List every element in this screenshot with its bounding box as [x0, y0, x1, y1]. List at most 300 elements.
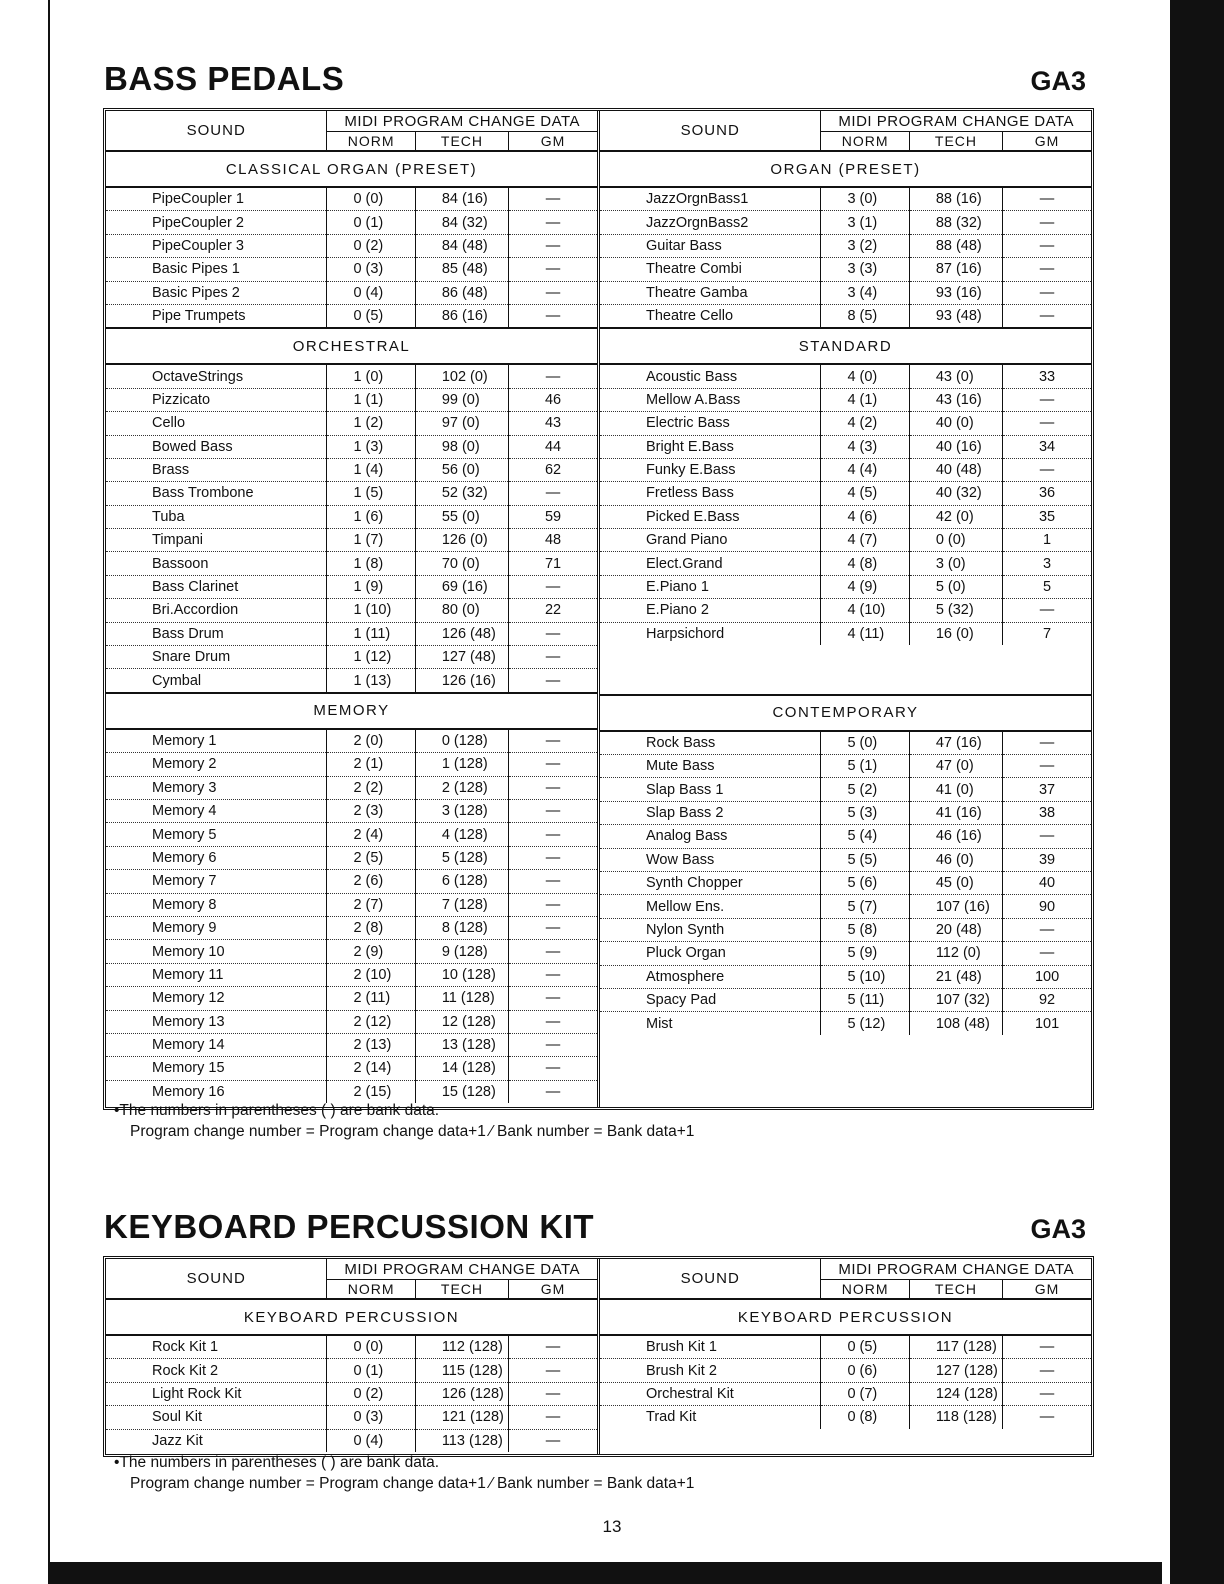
cell-sound: E.Piano 2 [600, 599, 821, 622]
cell-sound: Bright E.Bass [600, 435, 821, 458]
table-row [600, 234, 1091, 257]
group-heading: ORGAN (PRESET) [600, 151, 1091, 187]
program-table [600, 1259, 1091, 1454]
table-row [106, 234, 597, 257]
table-row [106, 1335, 597, 1359]
cell-tech: 84 (16) [415, 187, 508, 211]
cell-tech: 84 (48) [415, 234, 508, 257]
cell-tech: 40 (32) [909, 482, 1002, 505]
cell-norm: 2 (15) [327, 1080, 415, 1103]
cell-gm: 46 [509, 388, 597, 411]
table-row [106, 940, 597, 963]
cell-tech: 1 (128) [415, 753, 508, 776]
cell-norm: 1 (1) [327, 388, 415, 411]
cell-norm: 1 (10) [327, 599, 415, 622]
model-label: GA3 [1030, 66, 1086, 96]
cell-norm: 5 (7) [821, 895, 909, 918]
cell-tech: 2 (128) [415, 776, 508, 799]
cell-gm: 37 [1003, 778, 1091, 801]
column-header-sound: SOUND [106, 111, 327, 151]
cell-tech: 98 (0) [415, 435, 508, 458]
footnote-line-2: Program change number = Program change data+1 ⁄ Bank number = Bank data+1 [130, 1123, 695, 1140]
cell-gm: — [1003, 942, 1091, 965]
cell-norm: 4 (3) [821, 435, 909, 458]
cell-tech: 93 (48) [909, 304, 1002, 328]
cell-tech: 112 (128) [415, 1335, 508, 1359]
cell-sound: Slap Bass 1 [600, 778, 821, 801]
cell-gm: — [509, 799, 597, 822]
cell-norm: 2 (8) [327, 916, 415, 939]
cell-norm: 0 (0) [327, 1335, 415, 1359]
cell-sound: Synth Chopper [600, 871, 821, 894]
cell-gm: — [509, 753, 597, 776]
table-row [106, 846, 597, 869]
cell-sound: Rock Kit 2 [106, 1359, 327, 1382]
cell-tech: 52 (32) [415, 482, 508, 505]
cell-gm: 100 [1003, 965, 1091, 988]
cell-norm: 1 (3) [327, 435, 415, 458]
cell-gm: 48 [509, 529, 597, 552]
cell-gm: 101 [1003, 1012, 1091, 1035]
cell-norm: 0 (8) [821, 1406, 909, 1429]
cell-norm: 4 (7) [821, 529, 909, 552]
cell-gm: — [509, 669, 597, 693]
column-header-sound: SOUND [600, 1259, 821, 1299]
cell-tech: 43 (16) [909, 388, 1002, 411]
cell-sound: Basic Pipes 2 [106, 281, 327, 304]
cell-gm: 36 [1003, 482, 1091, 505]
group-heading: KEYBOARD PERCUSSION [106, 1299, 597, 1335]
cell-norm: 5 (9) [821, 942, 909, 965]
cell-sound: Bassoon [106, 552, 327, 575]
cell-gm: — [1003, 825, 1091, 848]
cell-tech: 88 (48) [909, 234, 1002, 257]
cell-gm: — [509, 776, 597, 799]
cell-sound: Bass Clarinet [106, 575, 327, 598]
cell-gm: — [509, 1033, 597, 1056]
cell-sound: Bass Drum [106, 622, 327, 645]
table-row [106, 1359, 597, 1382]
cell-tech: 117 (128) [909, 1335, 1002, 1359]
cell-norm: 4 (4) [821, 458, 909, 481]
table-row [600, 458, 1091, 481]
table-row [106, 388, 597, 411]
cell-norm: 4 (8) [821, 552, 909, 575]
cell-gm: — [1003, 304, 1091, 328]
cell-gm: — [1003, 599, 1091, 622]
cell-norm: 2 (5) [327, 846, 415, 869]
cell-tech: 20 (48) [909, 918, 1002, 941]
table-row [106, 753, 597, 776]
cell-gm: — [1003, 755, 1091, 778]
cell-tech: 47 (0) [909, 755, 1002, 778]
cell-tech: 14 (128) [415, 1057, 508, 1080]
cell-sound: Funky E.Bass [600, 458, 821, 481]
cell-gm: — [509, 234, 597, 257]
program-table [600, 111, 1091, 1107]
column-header-midi: MIDI PROGRAM CHANGE DATA [327, 1259, 597, 1280]
cell-tech: 41 (16) [909, 801, 1002, 824]
cell-gm: — [1003, 918, 1091, 941]
cell-tech: 121 (128) [415, 1406, 508, 1429]
cell-tech: 126 (48) [415, 622, 508, 645]
table-row [600, 211, 1091, 234]
cell-tech: 3 (0) [909, 552, 1002, 575]
cell-gm: — [509, 211, 597, 234]
cell-gm: — [1003, 1406, 1091, 1429]
table-half-right [600, 1259, 1091, 1454]
table-row [106, 963, 597, 986]
column-header-tech: TECH [415, 132, 508, 152]
cell-gm: 39 [1003, 848, 1091, 871]
table-row [106, 458, 597, 481]
cell-gm: — [509, 987, 597, 1010]
column-header-tech: TECH [909, 1280, 1002, 1300]
cell-gm: 33 [1003, 364, 1091, 388]
section-title: BASS PEDALS [104, 60, 345, 97]
cell-tech: 126 (16) [415, 669, 508, 693]
cell-sound: Memory 6 [106, 846, 327, 869]
keyboard-percussion-table [103, 1256, 1094, 1457]
cell-sound: Memory 13 [106, 1010, 327, 1033]
cell-gm: — [509, 940, 597, 963]
cell-sound: Bass Trombone [106, 482, 327, 505]
cell-sound: Soul Kit [106, 1406, 327, 1429]
cell-gm: — [509, 1080, 597, 1103]
cell-tech: 55 (0) [415, 505, 508, 528]
table-row [106, 258, 597, 281]
cell-tech: 3 (128) [415, 799, 508, 822]
cell-norm: 4 (11) [821, 622, 909, 645]
table-row [106, 412, 597, 435]
cell-norm: 0 (3) [327, 258, 415, 281]
cell-tech: 12 (128) [415, 1010, 508, 1033]
cell-norm: 2 (1) [327, 753, 415, 776]
cell-norm: 1 (8) [327, 552, 415, 575]
table-row [600, 965, 1091, 988]
table-row [106, 552, 597, 575]
table-row [106, 916, 597, 939]
table-row [600, 1406, 1091, 1429]
cell-tech: 13 (128) [415, 1033, 508, 1056]
footnote [114, 1452, 694, 1494]
page-right-edge [1162, 0, 1224, 1584]
cell-sound: Elect.Grand [600, 552, 821, 575]
cell-gm: — [509, 304, 597, 328]
table-row [106, 729, 597, 753]
group-heading: MEMORY [106, 693, 597, 729]
table-row [600, 575, 1091, 598]
cell-tech: 99 (0) [415, 388, 508, 411]
cell-sound: Memory 11 [106, 963, 327, 986]
cell-sound: Mellow A.Bass [600, 388, 821, 411]
cell-sound: Rock Kit 1 [106, 1335, 327, 1359]
table-row [106, 1033, 597, 1056]
table-row [106, 669, 597, 693]
column-header-midi: MIDI PROGRAM CHANGE DATA [821, 111, 1091, 132]
table-row [106, 646, 597, 669]
cell-tech: 86 (48) [415, 281, 508, 304]
cell-norm: 1 (0) [327, 364, 415, 388]
program-table [106, 1259, 597, 1452]
cell-tech: 118 (128) [909, 1406, 1002, 1429]
table-row [600, 1382, 1091, 1405]
cell-sound: Bri.Accordion [106, 599, 327, 622]
cell-sound: OctaveStrings [106, 364, 327, 388]
table-row [106, 776, 597, 799]
cell-gm: — [509, 575, 597, 598]
cell-gm: — [509, 364, 597, 388]
cell-norm: 2 (4) [327, 823, 415, 846]
cell-norm: 5 (1) [821, 755, 909, 778]
cell-norm: 2 (2) [327, 776, 415, 799]
cell-norm: 0 (1) [327, 1359, 415, 1382]
cell-norm: 2 (0) [327, 729, 415, 753]
cell-norm: 0 (3) [327, 1406, 415, 1429]
column-header-tech: TECH [415, 1280, 508, 1300]
table-row [600, 412, 1091, 435]
table-row [106, 823, 597, 846]
cell-gm: — [509, 846, 597, 869]
cell-gm: — [1003, 281, 1091, 304]
cell-gm: 62 [509, 458, 597, 481]
cell-tech: 85 (48) [415, 258, 508, 281]
cell-sound: Slap Bass 2 [600, 801, 821, 824]
cell-gm: — [509, 622, 597, 645]
table-row [600, 482, 1091, 505]
cell-tech: 80 (0) [415, 599, 508, 622]
cell-norm: 2 (9) [327, 940, 415, 963]
empty-filler [600, 645, 1091, 695]
empty-filler [600, 1035, 1091, 1107]
cell-sound: Mute Bass [600, 755, 821, 778]
cell-sound: Mellow Ens. [600, 895, 821, 918]
cell-tech: 107 (32) [909, 988, 1002, 1011]
cell-gm: — [509, 870, 597, 893]
group-heading: CLASSICAL ORGAN (PRESET) [106, 151, 597, 187]
cell-sound: PipeCoupler 2 [106, 211, 327, 234]
footnote-line-1: •The numbers in parentheses ( ) are bank data. [114, 1454, 440, 1471]
table-row [106, 622, 597, 645]
cell-norm: 0 (7) [821, 1382, 909, 1405]
table-row [106, 1429, 597, 1452]
cell-sound: Memory 3 [106, 776, 327, 799]
cell-gm: — [509, 1335, 597, 1359]
cell-norm: 3 (2) [821, 234, 909, 257]
cell-sound: Snare Drum [106, 646, 327, 669]
group-heading: ORCHESTRAL [106, 328, 597, 364]
cell-sound: Pizzicato [106, 388, 327, 411]
cell-gm: — [509, 823, 597, 846]
cell-norm: 2 (3) [327, 799, 415, 822]
cell-norm: 1 (4) [327, 458, 415, 481]
table-row [106, 893, 597, 916]
cell-tech: 87 (16) [909, 258, 1002, 281]
cell-gm: — [509, 963, 597, 986]
table-row [106, 187, 597, 211]
cell-sound: Acoustic Bass [600, 364, 821, 388]
cell-gm: 92 [1003, 988, 1091, 1011]
cell-sound: Memory 10 [106, 940, 327, 963]
cell-gm: 22 [509, 599, 597, 622]
cell-sound: Memory 7 [106, 870, 327, 893]
cell-gm: 43 [509, 412, 597, 435]
cell-norm: 3 (3) [821, 258, 909, 281]
cell-gm: 59 [509, 505, 597, 528]
cell-tech: 108 (48) [909, 1012, 1002, 1035]
cell-norm: 1 (13) [327, 669, 415, 693]
cell-sound: Picked E.Bass [600, 505, 821, 528]
section-title: KEYBOARD PERCUSSION KIT [104, 1208, 595, 1245]
cell-sound: Harpsichord [646, 625, 725, 642]
cell-gm: — [1003, 1382, 1091, 1405]
cell-gm: — [1003, 258, 1091, 281]
cell-norm: 4 (9) [821, 575, 909, 598]
cell-sound: Memory 9 [106, 916, 327, 939]
column-header-norm: NORM [327, 1280, 415, 1300]
cell-norm: 1 (5) [327, 482, 415, 505]
cell-tech: 41 (0) [909, 778, 1002, 801]
cell-sound: Rock Bass [600, 731, 821, 755]
cell-gm: — [509, 729, 597, 753]
cell-sound: Memory 4 [106, 799, 327, 822]
cell-norm: 5 (12) [821, 1012, 909, 1035]
table-row [600, 988, 1091, 1011]
cell-gm: 90 [1003, 895, 1091, 918]
bass-pedals-table [103, 108, 1094, 1110]
cell-tech: 0 (128) [415, 729, 508, 753]
table-row [600, 825, 1091, 848]
table-half-left [106, 111, 600, 1107]
column-header-sound: SOUND [106, 1259, 327, 1299]
cell-gm: 71 [509, 552, 597, 575]
table-row [600, 1335, 1091, 1359]
cell-norm: 5 (3) [821, 801, 909, 824]
cell-sound: Trad Kit [646, 1409, 697, 1426]
cell-norm: 1 (2) [327, 412, 415, 435]
cell-sound: Electric Bass [600, 412, 821, 435]
cell-sound: Atmosphere [600, 965, 821, 988]
program-table [106, 111, 597, 1103]
cell-sound: Basic Pipes 1 [106, 258, 327, 281]
table-row [600, 258, 1091, 281]
cell-tech: 86 (16) [415, 304, 508, 328]
cell-norm: 5 (5) [821, 848, 909, 871]
cell-tech: 124 (128) [909, 1382, 1002, 1405]
cell-sound: Memory 16 [152, 1083, 225, 1100]
cell-sound: Brush Kit 2 [600, 1359, 821, 1382]
cell-norm: 1 (7) [327, 529, 415, 552]
table-row [600, 505, 1091, 528]
cell-norm: 5 (8) [821, 918, 909, 941]
cell-sound: Light Rock Kit [106, 1382, 327, 1405]
cell-norm: 5 (0) [821, 731, 909, 755]
column-header-gm: GM [1003, 132, 1091, 152]
cell-norm: 4 (6) [821, 505, 909, 528]
cell-gm: — [1003, 1335, 1091, 1359]
cell-gm: 1 [1003, 529, 1091, 552]
cell-sound: Analog Bass [600, 825, 821, 848]
cell-norm: 1 (9) [327, 575, 415, 598]
cell-gm: 7 [1003, 622, 1091, 645]
table-row [600, 599, 1091, 622]
cell-tech: 10 (128) [415, 963, 508, 986]
table-row [106, 304, 597, 328]
section-heading-keyboard-percussion-kit [104, 1208, 1086, 1246]
table-row [600, 529, 1091, 552]
cell-gm: — [1003, 187, 1091, 211]
cell-tech: 43 (0) [909, 364, 1002, 388]
cell-gm: — [509, 1406, 597, 1429]
cell-tech: 56 (0) [415, 458, 508, 481]
page-number: 13 [602, 1517, 622, 1536]
cell-sound: E.Piano 1 [600, 575, 821, 598]
cell-norm: 0 (5) [821, 1335, 909, 1359]
cell-gm: 5 [1003, 575, 1091, 598]
cell-gm: — [509, 281, 597, 304]
cell-tech: 7 (128) [415, 893, 508, 916]
cell-norm: 0 (2) [327, 1382, 415, 1405]
table-row [600, 281, 1091, 304]
cell-tech: 127 (48) [415, 646, 508, 669]
cell-norm: 1 (12) [327, 646, 415, 669]
column-header-tech: TECH [909, 132, 1002, 152]
cell-gm: — [1003, 731, 1091, 755]
cell-tech: 0 (0) [909, 529, 1002, 552]
table-row [600, 304, 1091, 328]
column-header-midi: MIDI PROGRAM CHANGE DATA [821, 1259, 1091, 1280]
cell-sound: Theatre Gamba [600, 281, 821, 304]
cell-norm: 2 (11) [327, 987, 415, 1010]
group-heading: STANDARD [600, 328, 1091, 364]
cell-gm: — [1003, 458, 1091, 481]
cell-norm: 5 (4) [821, 825, 909, 848]
cell-norm: 5 (6) [821, 871, 909, 894]
group-heading: CONTEMPORARY [600, 695, 1091, 731]
table-row [600, 1359, 1091, 1382]
cell-tech: 84 (32) [415, 211, 508, 234]
cell-tech: 15 (128) [415, 1080, 508, 1103]
column-header-norm: NORM [821, 1280, 909, 1300]
cell-gm: 40 [1003, 871, 1091, 894]
cell-tech: 47 (16) [909, 731, 1002, 755]
cell-sound: Memory 15 [106, 1057, 327, 1080]
table-row [106, 599, 597, 622]
cell-sound: Bowed Bass [106, 435, 327, 458]
table-row [106, 1382, 597, 1405]
cell-gm: 3 [1003, 552, 1091, 575]
table-row [600, 942, 1091, 965]
cell-sound: Tuba [106, 505, 327, 528]
cell-norm: 2 (6) [327, 870, 415, 893]
column-header-norm: NORM [327, 132, 415, 152]
cell-tech: 102 (0) [415, 364, 508, 388]
column-header-gm: GM [1003, 1280, 1091, 1300]
cell-tech: 93 (16) [909, 281, 1002, 304]
cell-norm: 2 (7) [327, 893, 415, 916]
cell-tech: 88 (32) [909, 211, 1002, 234]
table-half-left [106, 1259, 600, 1454]
table-row [600, 731, 1091, 755]
cell-sound: Guitar Bass [600, 234, 821, 257]
cell-norm: 4 (10) [821, 599, 909, 622]
column-header-gm: GM [509, 132, 597, 152]
cell-norm: 5 (2) [821, 778, 909, 801]
cell-gm: — [509, 1382, 597, 1405]
group-heading: KEYBOARD PERCUSSION [600, 1299, 1091, 1335]
cell-tech: 115 (128) [415, 1359, 508, 1382]
cell-norm: 8 (5) [821, 304, 909, 328]
